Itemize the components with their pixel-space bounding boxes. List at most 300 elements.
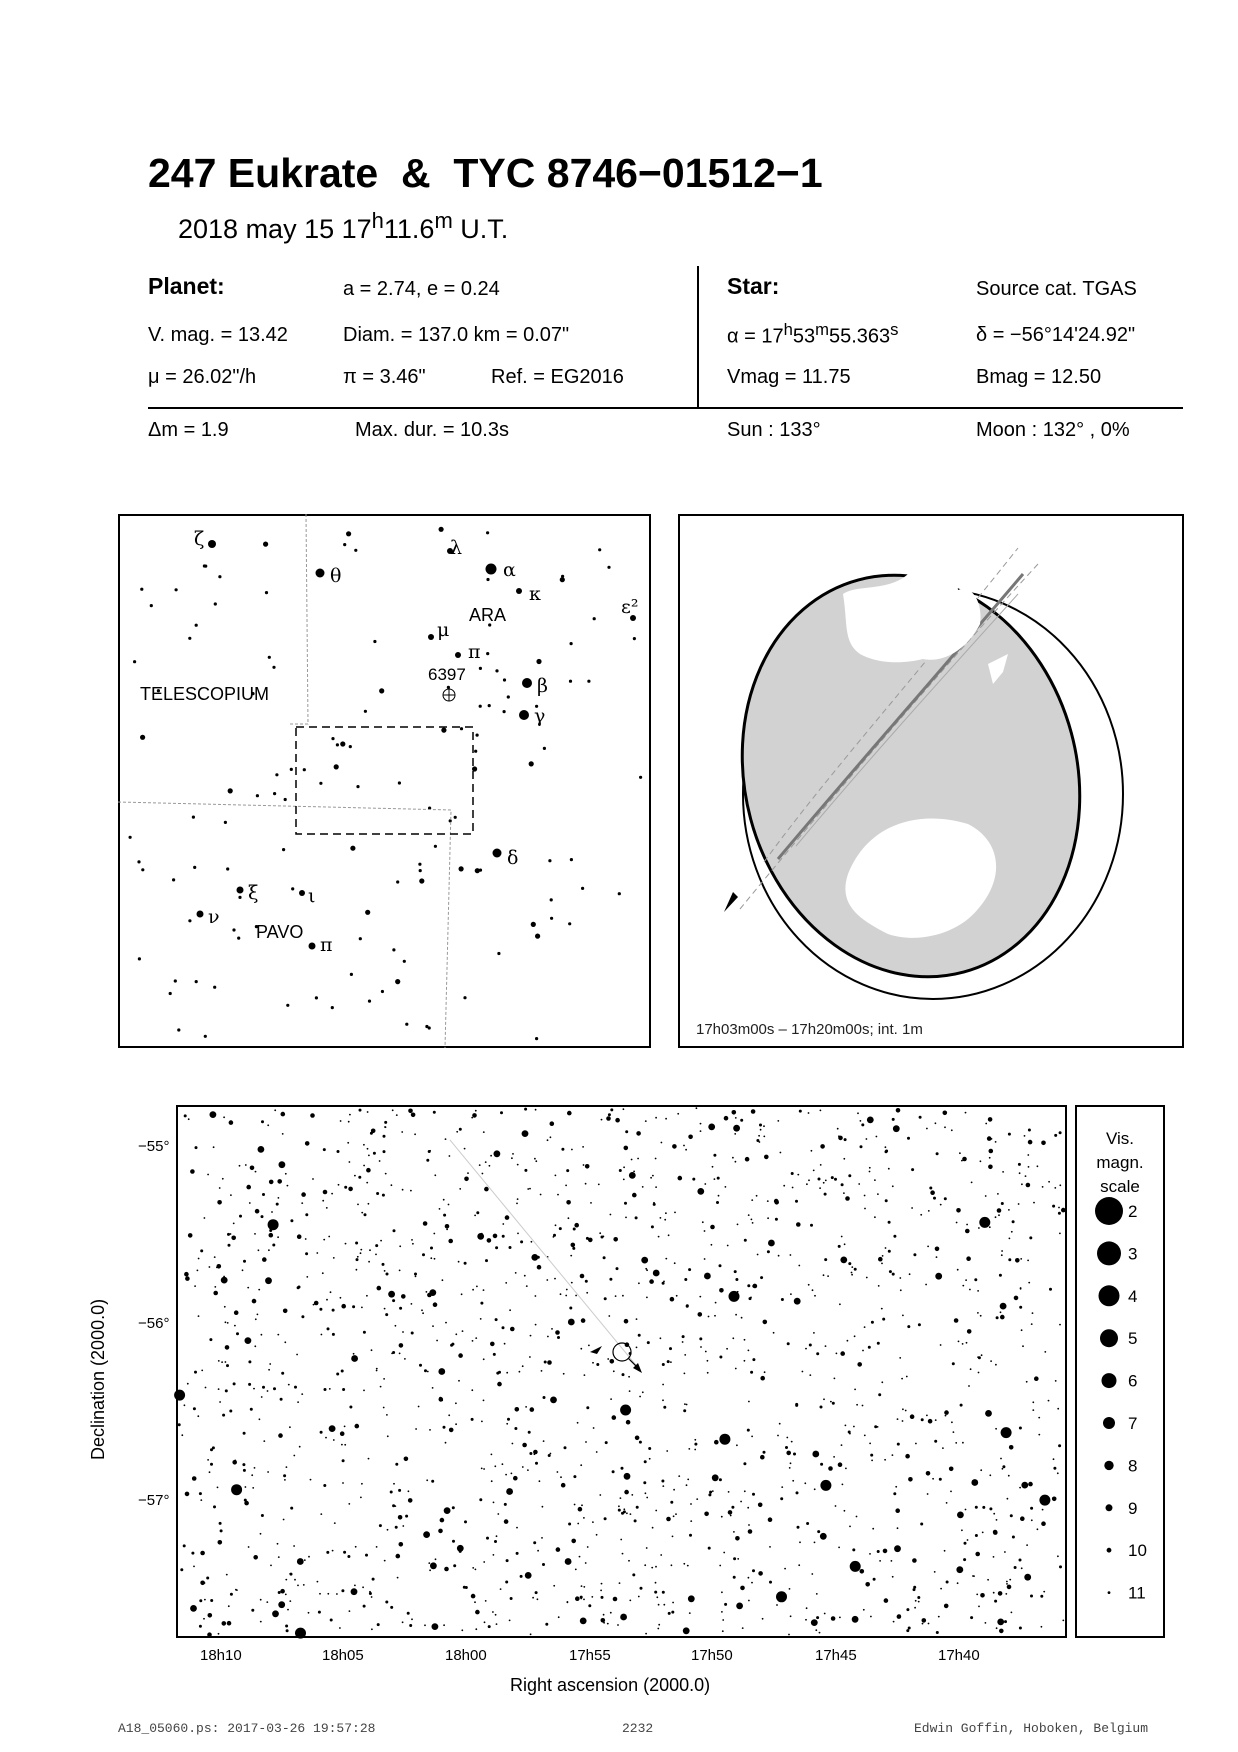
field-star (209, 1471, 211, 1473)
field-star (214, 1286, 216, 1288)
field-star (658, 1604, 660, 1606)
field-star (975, 1552, 980, 1557)
field-star (266, 1601, 268, 1603)
field-star (261, 1514, 264, 1517)
field-star (527, 1469, 529, 1471)
field-star (750, 1297, 752, 1299)
field-star (213, 1505, 216, 1508)
field-star (387, 1435, 389, 1437)
field-star (799, 1541, 801, 1543)
background-star (188, 637, 191, 640)
field-star (567, 1111, 572, 1116)
field-star (671, 1564, 673, 1566)
field-star (778, 1255, 780, 1257)
field-star (684, 1354, 686, 1356)
field-star (993, 1592, 995, 1594)
x-tick: 17h40 (938, 1647, 980, 1664)
field-star (445, 1224, 450, 1229)
field-star (522, 1443, 527, 1448)
field-star (585, 1280, 588, 1283)
background-star (141, 868, 144, 871)
field-star (1042, 1509, 1044, 1511)
field-star (464, 1262, 467, 1265)
legend-dot (1095, 1197, 1123, 1225)
field-star (306, 1142, 308, 1144)
background-star (303, 768, 306, 771)
field-star (285, 1625, 288, 1628)
background-star (398, 781, 401, 784)
field-star (391, 1184, 393, 1186)
field-star (942, 1447, 944, 1449)
field-star (837, 1128, 839, 1130)
field-star (290, 1219, 293, 1222)
field-star (623, 1108, 625, 1110)
field-star (795, 1403, 798, 1406)
field-star (918, 1601, 920, 1603)
field-star (348, 1503, 350, 1505)
field-star (775, 1218, 778, 1221)
field-star (744, 1239, 747, 1242)
field-star (402, 1525, 404, 1527)
field-star (955, 1442, 957, 1444)
field-star (258, 1146, 265, 1153)
field-star (260, 1599, 262, 1601)
background-star (265, 591, 268, 594)
field-star (969, 1289, 971, 1291)
field-star (265, 1277, 272, 1284)
field-star (488, 1625, 491, 1628)
field-star (530, 1335, 532, 1337)
field-star (747, 1429, 750, 1432)
background-star (356, 785, 359, 788)
field-star (951, 1129, 953, 1131)
field-star (732, 1110, 737, 1115)
field-star (711, 1244, 713, 1246)
legend-title: scale (1100, 1177, 1140, 1196)
field-star (494, 1150, 501, 1157)
field-star (733, 1125, 740, 1132)
background-star (290, 768, 293, 771)
field-star (408, 1498, 413, 1503)
field-star (495, 1614, 497, 1616)
background-star (238, 896, 241, 899)
detail-chart (80, 1100, 1190, 1700)
footer-file: A18_05060.ps: 2017-03-26 19:57:28 (118, 1721, 376, 1736)
field-star (895, 1508, 900, 1513)
field-star (683, 1627, 690, 1634)
field-star (428, 1562, 430, 1564)
field-star (932, 1478, 934, 1480)
field-star (204, 1217, 206, 1219)
field-star (513, 1476, 518, 1481)
field-star (297, 1234, 302, 1239)
field-star (320, 1513, 322, 1515)
field-star (283, 1474, 286, 1477)
field-star (665, 1118, 667, 1120)
legend-dot (1106, 1504, 1113, 1511)
field-star (524, 1108, 527, 1111)
field-star (935, 1247, 940, 1252)
star-greek-label: γ (534, 705, 546, 727)
field-star (1002, 1468, 1004, 1470)
field-star (580, 1274, 585, 1279)
field-star (341, 1444, 343, 1446)
background-star (138, 957, 141, 960)
field-star (209, 1266, 211, 1268)
field-star (918, 1323, 921, 1326)
field-star (985, 1123, 987, 1125)
field-star (892, 1273, 895, 1276)
background-star (531, 922, 536, 927)
field-star (273, 1387, 276, 1390)
field-star (492, 1611, 494, 1613)
field-star (332, 1309, 335, 1312)
background-star (204, 1035, 207, 1038)
field-star (533, 1450, 538, 1455)
legend-dot (1102, 1373, 1117, 1388)
field-star (1027, 1260, 1029, 1262)
field-star (583, 1517, 585, 1519)
background-star (503, 710, 506, 713)
star-ra: $\alpha = 17^h53^m55.363^s$ (727, 320, 899, 348)
field-star (888, 1250, 891, 1253)
field-star (1021, 1567, 1023, 1569)
field-star (670, 1361, 672, 1363)
field-star (858, 1183, 860, 1185)
x-tick: 17h50 (691, 1647, 733, 1664)
field-star (966, 1342, 968, 1344)
background-star (140, 588, 143, 591)
field-star (411, 1618, 413, 1620)
field-star (283, 1519, 285, 1521)
field-star (399, 1353, 401, 1355)
field-star (194, 1285, 196, 1287)
field-star (422, 1253, 425, 1256)
constellation-telescopium: TELESCOPIUM (140, 684, 270, 704)
field-star (383, 1407, 385, 1409)
field-star (857, 1362, 862, 1367)
field-star (780, 1497, 783, 1500)
field-star (938, 1616, 940, 1618)
field-star (1026, 1381, 1028, 1383)
field-star (305, 1238, 307, 1240)
field-star (610, 1108, 613, 1111)
field-star (573, 1475, 576, 1478)
field-star (432, 1623, 439, 1630)
field-star (612, 1470, 615, 1473)
field-star (475, 1337, 477, 1339)
legend-dot (1103, 1417, 1115, 1429)
background-star (137, 860, 140, 863)
field-star (288, 1384, 290, 1386)
field-star (849, 1526, 851, 1528)
field-star (856, 1516, 858, 1518)
field-star (1022, 1345, 1024, 1347)
field-star (967, 1539, 969, 1541)
field-star (618, 1509, 621, 1512)
field-star (388, 1291, 395, 1298)
field-star (209, 1338, 212, 1341)
field-star (763, 1320, 768, 1325)
field-star (588, 1345, 590, 1347)
field-star (624, 1146, 629, 1151)
field-star (185, 1492, 190, 1497)
background-star (405, 1023, 408, 1026)
field-star (436, 1340, 438, 1342)
field-star (278, 1601, 285, 1608)
field-star (1007, 1585, 1012, 1590)
field-star (872, 1528, 874, 1530)
field-star (1019, 1559, 1022, 1562)
field-star (596, 1451, 598, 1453)
field-star (704, 1183, 706, 1185)
table-rule (148, 407, 1183, 409)
field-star (907, 1137, 910, 1140)
field-star (609, 1278, 612, 1281)
field-star (677, 1113, 679, 1115)
field-star (278, 1197, 280, 1199)
field-star (688, 1135, 693, 1140)
field-star (330, 1291, 332, 1293)
field-star (665, 1212, 667, 1214)
field-star (493, 1234, 498, 1239)
field-star (198, 1315, 200, 1317)
field-star (344, 1186, 347, 1189)
field-star (669, 1347, 672, 1350)
field-star (895, 1486, 897, 1488)
field-star (668, 1612, 671, 1615)
field-star (239, 1165, 241, 1167)
field-star (483, 1468, 485, 1470)
named-star (299, 890, 305, 896)
field-star (376, 1368, 378, 1370)
field-star (601, 1119, 603, 1121)
field-star (768, 1517, 773, 1522)
field-star (455, 1333, 457, 1335)
field-star (342, 1388, 345, 1391)
field-star (840, 1257, 847, 1264)
field-star (861, 1123, 864, 1126)
field-star (257, 1314, 259, 1316)
field-star (547, 1360, 552, 1365)
field-star (814, 1295, 816, 1297)
field-star (790, 1293, 792, 1295)
field-star (1027, 1154, 1029, 1156)
field-star (985, 1622, 987, 1624)
background-star (536, 659, 541, 664)
field-star (505, 1282, 507, 1284)
field-star (690, 1520, 692, 1522)
named-star (486, 564, 497, 575)
field-star (980, 1315, 982, 1317)
field-star (763, 1136, 765, 1138)
field-star (697, 1188, 704, 1195)
field-star (327, 1593, 329, 1595)
field-star (375, 1244, 378, 1247)
field-star (817, 1530, 820, 1533)
field-star (430, 1562, 437, 1569)
field-star (1032, 1409, 1034, 1411)
field-star (495, 1246, 498, 1249)
field-star (910, 1414, 915, 1419)
field-star (642, 1391, 644, 1393)
field-star (326, 1551, 329, 1554)
field-star (734, 1270, 737, 1273)
field-star (930, 1190, 935, 1195)
field-star (583, 1599, 585, 1601)
field-star (246, 1185, 251, 1190)
field-star (355, 1242, 358, 1245)
field-star (458, 1353, 463, 1358)
background-star (418, 863, 421, 866)
field-star (704, 1512, 709, 1517)
field-star (1033, 1202, 1035, 1204)
field-star (719, 1264, 722, 1267)
field-star (1018, 1203, 1020, 1205)
field-star (839, 1617, 841, 1619)
field-star (363, 1144, 365, 1146)
field-star (662, 1384, 664, 1386)
field-star (655, 1186, 657, 1188)
field-star (268, 1219, 279, 1230)
named-star (316, 569, 325, 578)
legend-dot (1104, 1461, 1113, 1470)
field-star (730, 1515, 732, 1517)
field-star (679, 1176, 681, 1178)
field-star (655, 1566, 657, 1568)
field-star (505, 1581, 508, 1584)
background-star (503, 678, 506, 681)
field-star (322, 1200, 324, 1202)
field-star (997, 1208, 1002, 1213)
planet-vmag: V. mag. = 13.42 (148, 324, 288, 346)
star-greek-label: β (537, 675, 548, 697)
field-star (548, 1454, 551, 1457)
table-divider (697, 266, 699, 408)
field-star (809, 1374, 811, 1376)
field-star (371, 1129, 376, 1134)
field-star (351, 1355, 358, 1362)
field-star (471, 1594, 476, 1599)
star-greek-label: κ (529, 583, 541, 605)
background-star (195, 624, 198, 627)
field-star (673, 1515, 675, 1517)
field-star (412, 1243, 414, 1245)
star-heading: Star: (727, 273, 780, 299)
field-star (928, 1419, 933, 1424)
field-star (980, 1160, 982, 1162)
field-star (393, 1229, 396, 1232)
field-star (455, 1423, 457, 1425)
field-star (522, 1466, 524, 1468)
star-greek-label: ξ (248, 882, 259, 904)
field-star (881, 1308, 883, 1310)
field-star (748, 1214, 750, 1216)
field-star (750, 1371, 753, 1374)
field-star (820, 1144, 825, 1149)
field-star (371, 1596, 373, 1598)
field-star (838, 1136, 843, 1141)
field-star (379, 1524, 382, 1527)
field-star (218, 1540, 223, 1545)
field-star (805, 1348, 807, 1350)
field-star (1001, 1250, 1003, 1252)
field-star (506, 1423, 508, 1425)
field-star (199, 1625, 202, 1628)
field-star (320, 1431, 323, 1434)
field-star (408, 1109, 413, 1114)
field-star (613, 1597, 618, 1602)
field-star (1009, 1445, 1014, 1450)
field-star (200, 1499, 202, 1501)
field-star (820, 1406, 823, 1409)
field-star (294, 1386, 297, 1389)
field-star (1038, 1434, 1040, 1436)
background-star (548, 859, 551, 862)
field-star (964, 1542, 967, 1545)
field-star (397, 1577, 399, 1579)
field-star (580, 1596, 583, 1599)
field-star (251, 1609, 254, 1612)
field-star (289, 1600, 291, 1602)
field-star (599, 1494, 601, 1496)
field-star (428, 1150, 431, 1153)
field-star (384, 1270, 386, 1272)
field-star (788, 1634, 790, 1636)
field-star (748, 1577, 750, 1579)
field-star (974, 1278, 977, 1281)
field-star (580, 1464, 582, 1466)
field-star (636, 1506, 639, 1509)
field-star (601, 1583, 603, 1585)
field-star (660, 1554, 662, 1556)
field-star (660, 1217, 662, 1219)
background-star (488, 704, 491, 707)
field-star (810, 1224, 813, 1227)
field-star (1041, 1626, 1043, 1628)
field-star (321, 1334, 323, 1336)
field-star (690, 1503, 692, 1505)
field-star (911, 1168, 914, 1171)
field-star (174, 1390, 185, 1401)
field-star (510, 1327, 515, 1332)
star-greek-label: π (468, 641, 481, 663)
field-star (349, 1406, 352, 1409)
field-star (535, 1324, 537, 1326)
field-star (230, 1233, 232, 1235)
field-star (396, 1114, 398, 1116)
field-star (995, 1216, 997, 1218)
field-star (1054, 1187, 1056, 1189)
background-star (486, 652, 489, 655)
field-star (505, 1215, 510, 1220)
field-star (494, 1465, 496, 1467)
field-star (323, 1190, 328, 1195)
field-star (433, 1233, 435, 1235)
field-star (480, 1302, 483, 1305)
field-star (608, 1315, 610, 1317)
field-star (407, 1612, 410, 1615)
field-star (936, 1256, 938, 1258)
field-star (732, 1157, 734, 1159)
field-star (1006, 1581, 1008, 1583)
background-star (177, 1028, 180, 1031)
field-star (592, 1521, 594, 1523)
field-star (579, 1556, 581, 1558)
field-star (1020, 1516, 1025, 1521)
background-star (228, 788, 233, 793)
field-star (624, 1319, 629, 1324)
